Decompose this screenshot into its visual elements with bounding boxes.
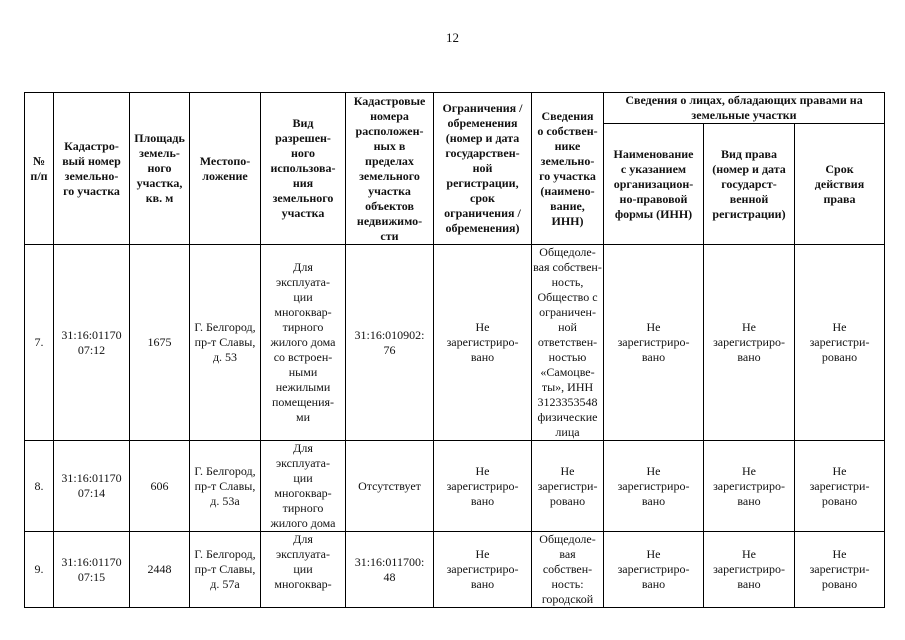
cadastral-number <box>54 441 130 532</box>
cell-line: регистрации, <box>446 176 519 190</box>
cell-line: вано <box>470 350 495 364</box>
cell-line: 31:16:01170 <box>61 327 122 342</box>
cell-line: расположен- <box>355 123 424 138</box>
cell-line: со встроен- <box>273 350 333 364</box>
cell-line: 31:16:010902: <box>354 327 425 342</box>
cell-line: жилого дома <box>270 335 336 349</box>
cell-line: Не <box>475 547 490 561</box>
cell-line: эксплуата- <box>276 456 330 470</box>
cell-line: ных в <box>373 138 406 153</box>
cell-line: вый номер <box>62 153 121 168</box>
cell-line: (номер и дата <box>445 131 520 145</box>
cell-line: зарегистри- <box>809 562 870 576</box>
cell-line: д. 53а <box>210 493 240 508</box>
right-type <box>704 532 795 608</box>
cell-line: го участка <box>63 183 120 198</box>
cell-line: жилого дома <box>270 516 336 530</box>
cell-line: Не <box>742 320 756 334</box>
cell-line: Общедоле- <box>539 532 596 546</box>
cell-line: номера <box>370 108 409 123</box>
row-num: 8. <box>25 441 54 532</box>
cell-line: земельно- <box>540 153 595 168</box>
cell-line: лица <box>555 425 580 439</box>
cell-line: 3123353548 <box>537 395 598 409</box>
cell-line: 31:16:011700: <box>354 554 425 569</box>
cell-line: кв. м <box>145 191 174 205</box>
cell-line: Не <box>832 547 847 561</box>
cell-line: вано <box>470 577 495 591</box>
restrictions <box>434 245 532 441</box>
right-type <box>704 441 795 532</box>
cell-line: действия <box>814 176 865 191</box>
cadastral-number <box>54 532 130 608</box>
cell-line: разрешен- <box>275 131 331 145</box>
header-cadastral-number <box>54 93 130 245</box>
cell-line: Не <box>832 320 847 334</box>
cell-line: многоквар- <box>274 305 332 319</box>
cell-line: ответствен- <box>537 335 598 349</box>
cell-line: городской <box>541 592 594 606</box>
cell-line: Не <box>646 320 661 334</box>
cell-line: вано <box>737 493 761 508</box>
cell-line: вано <box>641 350 666 364</box>
location <box>190 245 261 441</box>
header-owner <box>532 93 604 245</box>
cell-line: ми <box>295 410 310 424</box>
cell-line: вано <box>641 493 666 508</box>
cell-line: вано <box>737 577 761 591</box>
table-row <box>25 441 885 532</box>
area-value: 606 <box>130 441 190 532</box>
cell-line: тирного <box>282 320 324 334</box>
location <box>190 441 261 532</box>
restrictions <box>434 441 532 532</box>
cell-line: зарегистриро- <box>713 335 785 349</box>
cell-line: зарегистриро- <box>617 335 690 349</box>
cell-line: с указанием <box>620 161 687 176</box>
cell-line: ции <box>293 471 313 485</box>
cell-line: права <box>823 191 856 206</box>
cell-line: многоквар- <box>274 577 332 591</box>
cell-line: участка <box>281 206 325 220</box>
cell-line: участка, <box>136 176 183 190</box>
header-restrictions <box>434 93 532 245</box>
page-number: 12 <box>446 30 459 45</box>
cell-line: Не <box>646 463 661 478</box>
cell-line: земельного <box>272 191 334 205</box>
right-term <box>795 532 885 608</box>
area-value: 2448 <box>130 532 190 608</box>
cell-line: Кадастровые <box>353 93 426 108</box>
cadastral-number <box>54 245 130 441</box>
cell-line: Отсутствует <box>358 478 421 493</box>
land-plots-table <box>24 92 885 608</box>
cell-line: обременения) <box>445 221 520 235</box>
holder-name <box>604 245 704 441</box>
cell-line: участка <box>368 183 411 198</box>
cell-line: ной <box>558 320 577 334</box>
cell-line: земельного <box>359 168 420 183</box>
header-location <box>190 93 261 245</box>
table-row <box>25 245 885 441</box>
cell-line: ции <box>293 290 313 304</box>
cell-line: пр-т Славы, <box>194 335 256 349</box>
row-num: 9. <box>25 532 54 608</box>
header-permitted-use <box>261 93 346 245</box>
cell-line: Площадь <box>134 131 185 145</box>
permitted-use <box>261 245 346 441</box>
cell-line: физические <box>537 410 598 424</box>
cell-line: 07:12 <box>77 342 106 357</box>
header-num <box>25 93 54 245</box>
cell-line: Не <box>646 547 661 561</box>
cell-line: (наимено- <box>540 183 595 198</box>
cell-line: собствен- <box>542 562 593 576</box>
cell-line: использова- <box>270 161 336 175</box>
restrictions <box>434 532 532 608</box>
cell-line: Ограничения / <box>442 101 523 115</box>
cell-line: Общедоле- <box>539 245 596 259</box>
holder-name <box>604 532 704 608</box>
header-objects-cadastral <box>346 93 434 245</box>
cell-line: многоквар- <box>274 486 332 500</box>
cell-line: Наименование <box>613 146 694 161</box>
cell-line: 31:16:01170 <box>61 471 122 485</box>
cell-line: вание, <box>550 198 585 213</box>
cell-line: Г. Белгород, <box>194 320 256 334</box>
cell-line: 48 <box>383 569 396 584</box>
cell-line: Кадастро- <box>64 138 119 153</box>
cell-line: обременения <box>447 116 518 130</box>
header-right-type <box>704 124 795 245</box>
cell-line: зарегистри- <box>537 478 598 493</box>
cell-line: ной <box>472 161 493 175</box>
row-num: 7. <box>25 245 54 441</box>
cell-line: организацион- <box>613 176 694 191</box>
cell-line: государствен- <box>445 146 520 160</box>
cell-line: вая <box>559 547 576 561</box>
cell-line: зарегистриро- <box>446 478 519 493</box>
cell-line: д. 53 <box>212 350 238 364</box>
cell-line: зарегистриро- <box>617 478 690 493</box>
cell-line: 76 <box>383 342 396 357</box>
right-term <box>795 245 885 441</box>
cell-line: ного <box>147 161 172 175</box>
objects-cadastral <box>346 441 434 532</box>
cell-line: пределах <box>365 153 414 168</box>
cell-line: зарегистри- <box>809 478 870 493</box>
cell-line: Вид <box>292 116 314 130</box>
cell-line: вая собствен- <box>533 260 602 274</box>
cell-line: 07:15 <box>77 569 106 584</box>
cell-line: ность, <box>551 275 584 289</box>
cell-line: ровано <box>821 493 858 508</box>
right-term <box>795 441 885 532</box>
cell-line: вано <box>641 577 666 591</box>
cell-line: ровано <box>549 493 586 508</box>
cell-line: зарегистри- <box>809 335 870 349</box>
table-row <box>25 532 885 608</box>
cell-line: Не <box>560 463 575 478</box>
cell-line: Срок <box>825 161 854 176</box>
cell-line: зарегистриро- <box>446 562 519 576</box>
cell-line: Не <box>475 463 490 478</box>
cell-line: недвижимо- <box>356 213 423 228</box>
cell-line: Не <box>475 320 490 334</box>
cell-line: 31:16:01170 <box>61 554 122 569</box>
cell-line: п/п <box>30 168 48 183</box>
cell-line: ложение <box>202 168 248 183</box>
cell-line: зарегистриро- <box>617 562 690 576</box>
cell-line: ИНН) <box>551 213 584 228</box>
cell-line: Г. Белгород, <box>194 463 256 478</box>
cell-line: о собствен- <box>537 123 598 138</box>
cell-line: Местопо- <box>199 153 251 168</box>
cell-line: ограничен- <box>539 305 596 319</box>
objects-cadastral <box>346 245 434 441</box>
cell-line: зарегистриро- <box>713 562 785 576</box>
cell-line: тирного <box>282 501 324 515</box>
cell-line: Не <box>832 463 847 478</box>
cell-line: Для <box>293 532 313 546</box>
cell-line: ностью <box>548 350 587 364</box>
permitted-use <box>261 441 346 532</box>
cell-line: но-правовой <box>619 191 688 206</box>
owner <box>532 245 604 441</box>
cell-line: Для <box>293 441 313 455</box>
cell-line: Не <box>742 547 756 561</box>
cell-line: эксплуата- <box>276 275 330 289</box>
cell-line: вано <box>737 350 761 364</box>
header-rights-group <box>604 93 885 124</box>
area-value: 1675 <box>130 245 190 441</box>
holder-name <box>604 441 704 532</box>
cell-line: ния <box>292 176 314 190</box>
cell-line: д. 57а <box>210 577 240 591</box>
cell-line: Г. Белгород, <box>194 547 256 561</box>
cell-line: Общество с <box>537 290 598 304</box>
cell-line: ровано <box>821 577 858 591</box>
cell-line: Сведения <box>541 108 594 123</box>
cell-line: земельно- <box>64 168 119 183</box>
cell-line: ты», ИНН <box>541 380 594 394</box>
cell-line: вано <box>470 493 495 508</box>
cell-line: зарегистриро- <box>713 478 785 493</box>
cell-line: ограничения / <box>444 206 521 220</box>
permitted-use <box>261 532 346 608</box>
location <box>190 532 261 608</box>
cell-line: ность: <box>551 577 584 591</box>
cell-line: земельные участки <box>691 108 797 122</box>
right-type <box>704 245 795 441</box>
cell-line: Не <box>742 463 756 478</box>
header-area <box>130 93 190 245</box>
header-right-term <box>795 124 885 245</box>
cell-line: зарегистриро- <box>446 335 519 349</box>
cell-line: срок <box>470 191 495 205</box>
cell-line: венной <box>729 191 769 206</box>
cell-line: го участка <box>539 168 596 183</box>
cell-line: формы (ИНН) <box>614 206 693 221</box>
header-holder-name <box>604 124 704 245</box>
cell-line: № <box>32 153 46 168</box>
cell-line: ции <box>293 562 313 576</box>
cell-line: объектов <box>365 198 414 213</box>
cell-line: Для <box>293 260 313 274</box>
cell-line: эксплуата- <box>276 547 330 561</box>
cell-line: 07:14 <box>77 486 106 500</box>
cell-line: ровано <box>821 350 858 364</box>
cell-line: пр-т Славы, <box>194 562 256 576</box>
cell-line: Сведения о лицах, обладающих правами на <box>625 93 863 107</box>
cell-line: сти <box>380 228 399 243</box>
cell-line: земель- <box>139 146 180 160</box>
cell-line: нике <box>554 138 581 153</box>
cell-line: ного <box>290 146 316 160</box>
cell-line: ными <box>288 365 318 379</box>
cell-line: государст- <box>721 176 777 191</box>
cell-line: помещения- <box>271 395 335 409</box>
cell-line: «Самоцве- <box>540 365 595 379</box>
owner <box>532 441 604 532</box>
cell-line: регистрации) <box>712 206 786 221</box>
cell-line: пр-т Славы, <box>194 478 256 493</box>
cell-line: (номер и дата <box>712 161 786 176</box>
objects-cadastral <box>346 532 434 608</box>
cell-line: Вид права <box>720 146 778 161</box>
owner <box>532 532 604 608</box>
cell-line: нежилыми <box>275 380 331 394</box>
